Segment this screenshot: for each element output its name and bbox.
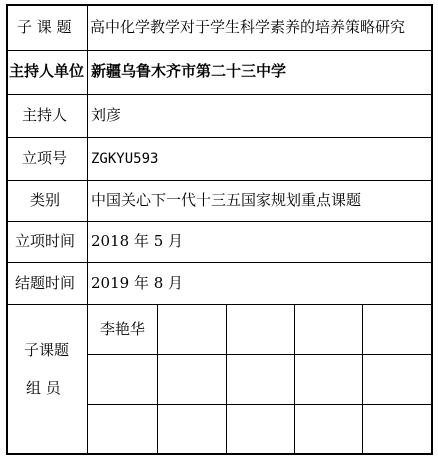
label-approval-date: 立项时间 xyxy=(15,232,76,250)
row-divider xyxy=(6,94,433,95)
label-members-line1: 子课题 xyxy=(24,341,70,359)
label-subproject: 子 课 题 xyxy=(17,18,72,36)
member-grid-vline xyxy=(157,304,158,455)
row-divider xyxy=(6,262,433,263)
value-approval-date: 2018 年 5 月 xyxy=(91,232,184,250)
value-subproject: 高中化学教学对于学生科学素养的培养策略研究 xyxy=(90,18,406,36)
row-divider xyxy=(6,137,433,138)
member-grid-vline xyxy=(362,304,363,455)
member-grid-vline xyxy=(294,304,295,455)
member-grid-vline xyxy=(226,304,227,455)
label-host: 主持人 xyxy=(22,106,68,124)
label-category: 类别 xyxy=(30,191,61,209)
table-border-right xyxy=(431,4,433,455)
label-host-unit: 主持人单位 xyxy=(9,62,85,80)
member-grid-hline xyxy=(88,354,433,355)
row-divider xyxy=(6,180,433,181)
value-host-unit: 新疆乌鲁木齐市第二十三中学 xyxy=(91,62,287,80)
row-divider xyxy=(6,221,433,222)
table-border-top xyxy=(6,4,433,6)
label-completion-date: 结题时间 xyxy=(15,274,76,292)
value-host: 刘彦 xyxy=(91,106,122,124)
label-column-divider xyxy=(87,4,88,455)
label-members-line2: 组 员 xyxy=(26,379,61,397)
table-border-left xyxy=(6,4,8,455)
row-divider xyxy=(6,304,433,305)
value-completion-date: 2019 年 8 月 xyxy=(91,274,184,292)
value-category: 中国关心下一代十三五国家规划重点课题 xyxy=(91,191,362,209)
label-project-number: 立项号 xyxy=(22,149,68,167)
row-divider xyxy=(6,50,433,51)
member-grid-hline xyxy=(88,404,433,405)
member-name: 李艳华 xyxy=(100,320,146,338)
table-border-bottom xyxy=(6,453,433,455)
value-project-number: ZGKYU593 xyxy=(91,151,159,167)
